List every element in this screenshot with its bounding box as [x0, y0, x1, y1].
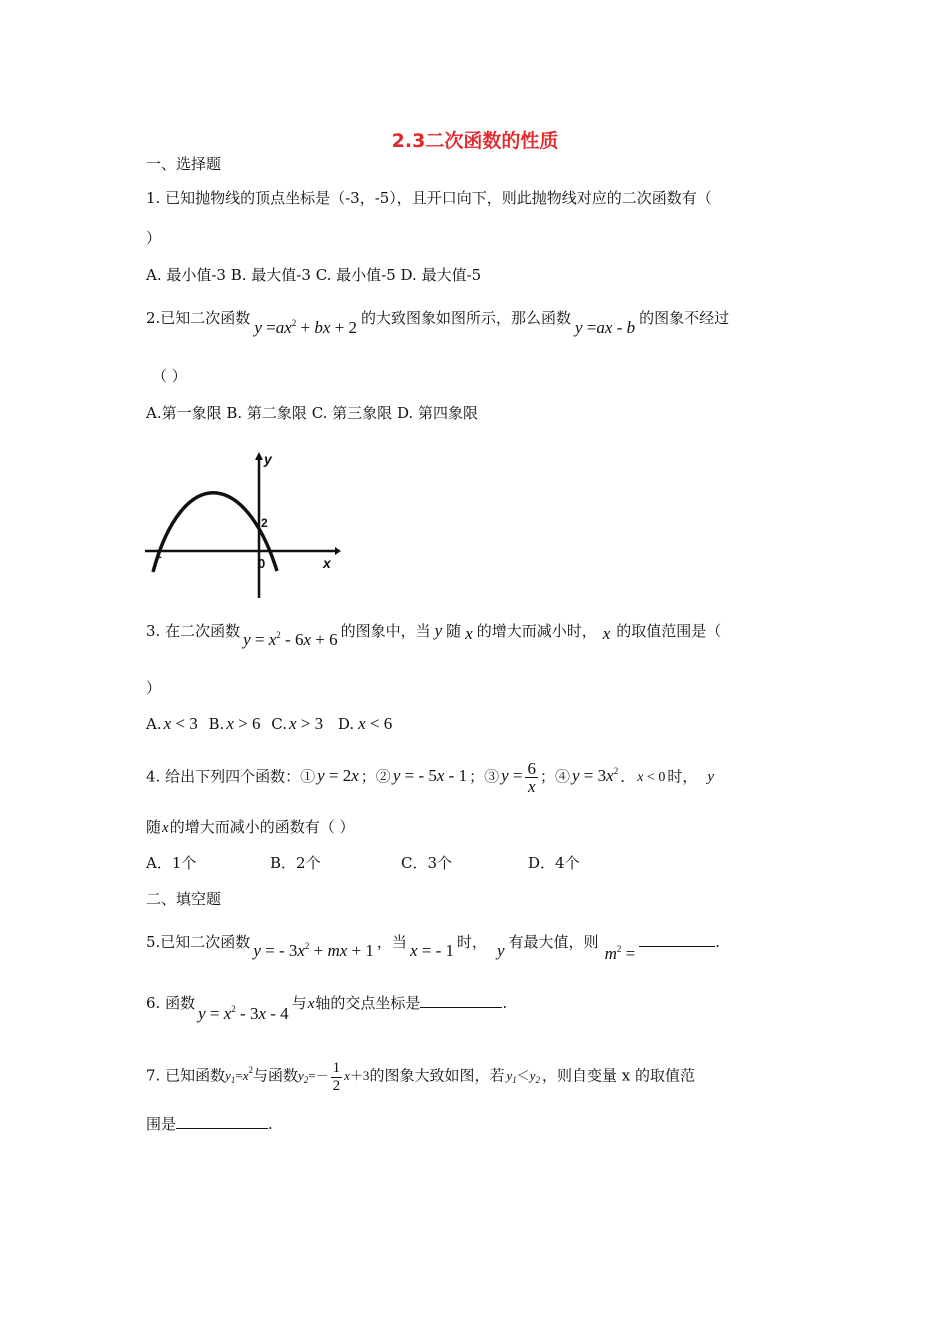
q4-f4: $y = 3x^2$ [572, 766, 619, 786]
q5-formula: y = - $3x^2$ + mx + 1 [253, 941, 374, 960]
graph-label-two: 2 [261, 516, 268, 530]
q4-f2: y = - 5x - 1 [392, 766, 468, 786]
q3-mid3: 的增大而减小时， [476, 622, 597, 640]
q4-condition: x < 0 [637, 770, 666, 786]
question-1-text: 1. 已知抛物线的顶点坐标是（-3，-5），且开口向下，则此抛物线对应的二次函数有（ [146, 189, 712, 207]
q5-prefix: 5.已知二次函数 [146, 933, 251, 951]
q3-var-x2: x [602, 624, 611, 643]
q6-mid: 与 [291, 994, 307, 1012]
q4-f3: y = $\frac{6}{x}$ [501, 759, 536, 796]
q2-prefix: 2.已知二次函数 [146, 309, 251, 327]
graph-label-y: y [264, 451, 272, 467]
q3-opt-d: x < 6 [358, 714, 393, 733]
q7-mid1: 与函数 [253, 1066, 299, 1085]
q7-mid3: ，则自变量 x 的取值范 [542, 1066, 696, 1085]
y-axis-arrow-icon [255, 452, 263, 460]
q4-line2b: 的增大而减小的函数有（ ） [169, 818, 355, 836]
q4-var-y: y [707, 769, 715, 786]
section-heading-choice: 一、选择题 [146, 155, 222, 173]
q4-var-x: x [162, 820, 169, 836]
q4-c4: ；④ [539, 767, 570, 786]
question-2-paren: （ ） [152, 367, 187, 385]
question-3-paren: ） [146, 679, 162, 697]
question-3-text [146, 616, 722, 649]
q4-c3: ；③ [469, 767, 500, 786]
q3-opt-c: x > 3 [288, 714, 324, 733]
q3-opt-c-label: C. [271, 715, 287, 733]
q6-suffix: 轴的交点坐标是 [315, 994, 421, 1012]
q6-answer-blank[interactable] [420, 992, 502, 1008]
question-6-text [146, 988, 508, 1023]
question-2-text [146, 303, 730, 337]
q3-opt-d-label: D. [337, 715, 355, 733]
q5-mid2: 时， [456, 933, 487, 951]
question-7-text [146, 1060, 695, 1095]
q3-prefix: 3. 在二次函数 [146, 622, 241, 640]
x-axis-arrow-icon [335, 547, 341, 555]
q5-answer-blank[interactable] [639, 931, 715, 947]
q3-mid1: 的图象中，当 [340, 622, 431, 640]
question-1-options: A. 最小值-3 B. 最大值-3 C. 最小值-5 D. 最大值-5 [146, 266, 482, 284]
q2-suffix: 的图象不经过 [639, 309, 730, 327]
q7-f2: $y_2=-$ $\frac{1}{2}$ x＋3 [298, 1060, 370, 1094]
q5-target: $m^2$ = [604, 944, 636, 963]
question-7-line2 [146, 1113, 273, 1134]
q7-cont: 围是 [146, 1115, 177, 1133]
question-5-text [146, 927, 720, 963]
question-2-options: A.第一象限 B. 第二象限 C. 第三象限 D. 第四象限 [146, 404, 478, 422]
q5-end: . [715, 933, 720, 951]
q4-c1: ① [300, 767, 316, 786]
q4-f1: y = 2x [317, 766, 359, 786]
q7-answer-blank[interactable] [176, 1113, 268, 1129]
parabola-graph [145, 448, 345, 598]
graph-label-one: 1 [155, 547, 162, 561]
q3-suffix: 的取值范围是（ [616, 622, 722, 640]
q6-end: . [502, 994, 508, 1012]
q3-opt-b-label: B. [208, 715, 225, 733]
q4-prefix: 4. 给出下列四个函数： [146, 767, 301, 786]
section-heading-fill: 二、填空题 [146, 890, 222, 908]
q2-mid: 的大致图象如图所示，那么函数 [360, 309, 571, 327]
q4-cond: 时， [667, 767, 698, 786]
q6-formula: $y = x^2 - 3x - 4$ [198, 1004, 289, 1023]
graph-label-zero: 0 [258, 556, 266, 571]
q5-var-y: y [497, 941, 505, 960]
q7-f1: $y_1=x^2$ [225, 1065, 253, 1086]
graph-label-x: x [323, 555, 331, 571]
q2-formula-1: $y =ax^2$ + bx + 2 [254, 318, 357, 337]
q4-end: ． [620, 767, 636, 786]
q7-ineq: $y_1<y_2$ [506, 1068, 541, 1086]
question-1-paren: ） [146, 229, 162, 247]
q3-mid2: 随 [446, 622, 462, 640]
q3-opt-a: x < 3 [163, 714, 198, 733]
q4-c2: ；② [360, 767, 391, 786]
question-4-line2 [146, 817, 354, 838]
q7-end: . [268, 1115, 273, 1133]
q3-formula: $y = x^2 - 6x + 6$ [243, 630, 338, 649]
q5-mid1: ，当 [376, 933, 407, 951]
q3-var-x: x [465, 624, 473, 643]
page-title: 2.3二次函数的性质 [391, 130, 559, 152]
question-4-text [146, 760, 714, 795]
q2-formula-2: y =ax - b [575, 318, 636, 337]
q5-mid3: 有最大值，则 [508, 933, 599, 951]
q4-option-d: D．4个 [528, 854, 580, 872]
q6-var-x: x [307, 996, 315, 1012]
q7-prefix: 7. 已知函数 [146, 1066, 226, 1085]
q3-opt-a-label: A. [146, 715, 162, 733]
q4-line2a: 随 [146, 818, 162, 836]
question-3-options [146, 714, 392, 734]
q3-var-y: y [434, 621, 443, 640]
q5-cond: x = - 1 [409, 941, 454, 960]
q4-option-b: B．2个 [270, 854, 321, 872]
q4-option-c: C．3个 [401, 854, 453, 872]
q3-opt-b: x > 6 [226, 714, 261, 733]
q7-mid2: 的图象大致如图，若 [369, 1066, 505, 1085]
q6-prefix: 6. 函数 [146, 994, 196, 1012]
q4-option-a: A．1个 [146, 854, 197, 872]
